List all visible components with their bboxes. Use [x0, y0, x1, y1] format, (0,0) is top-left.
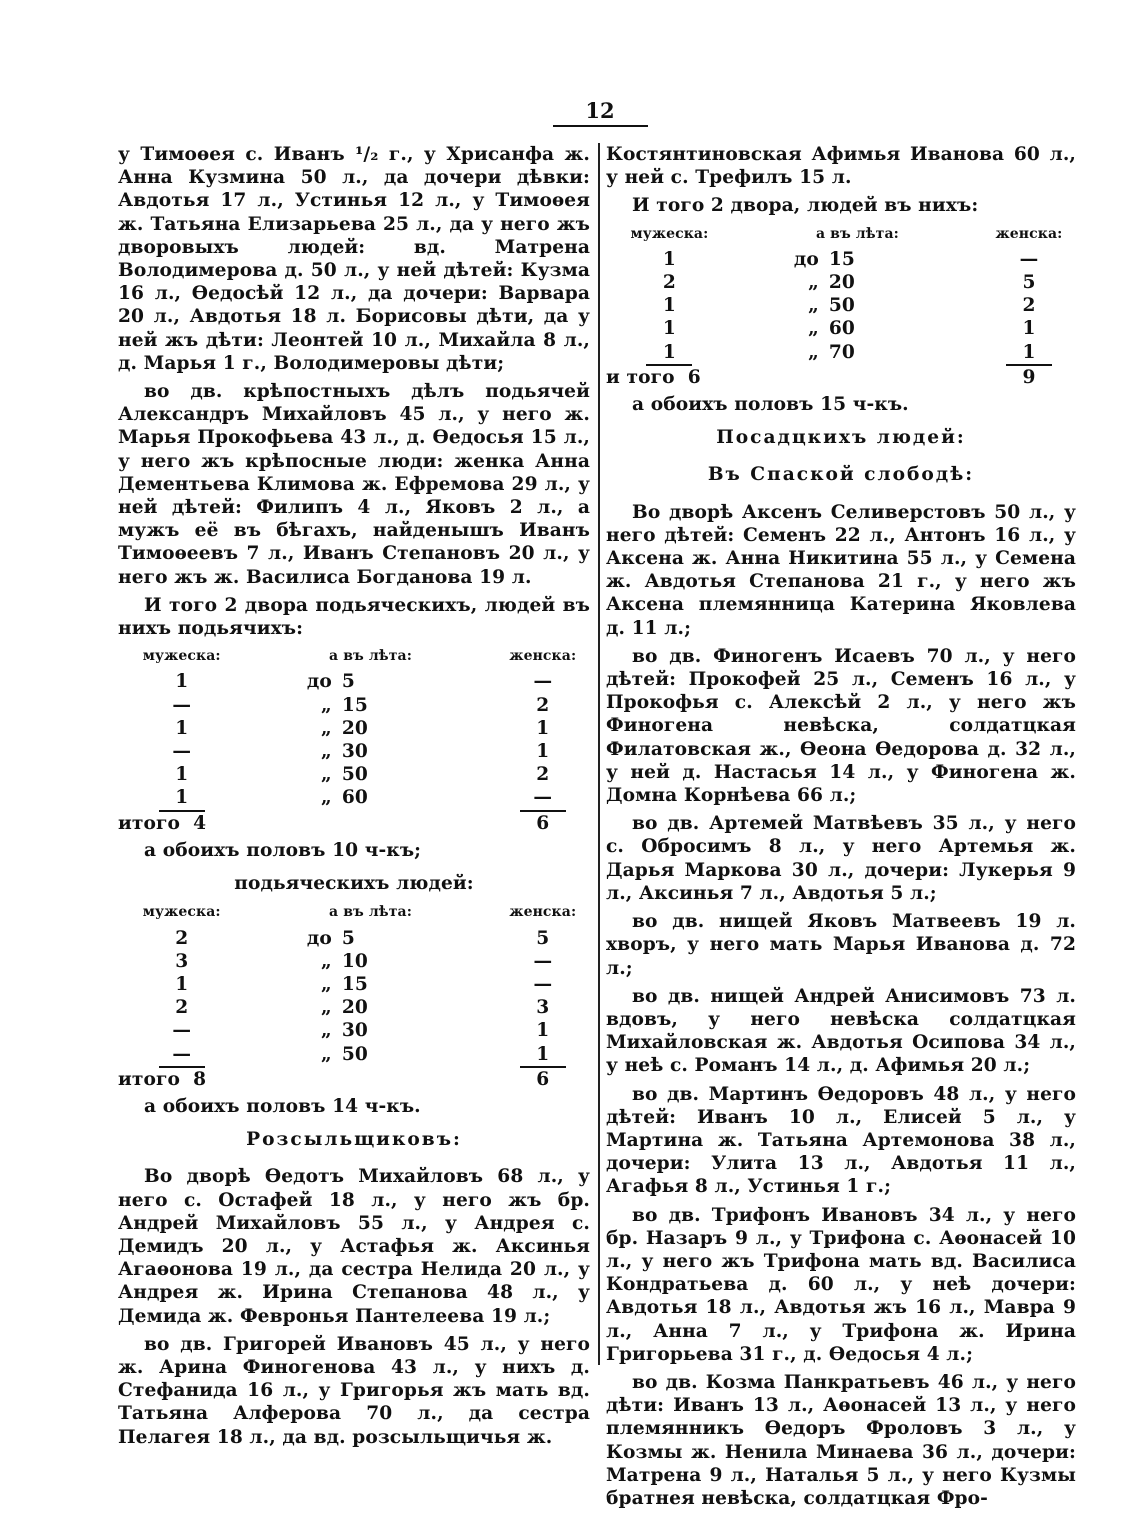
tally-row	[606, 271, 1076, 294]
age-value: 20	[341, 717, 368, 739]
total-label: и того	[606, 366, 675, 388]
age-value: 5	[341, 671, 355, 693]
male-count: —	[172, 1020, 192, 1042]
total-row	[606, 366, 1076, 389]
column-divider	[598, 143, 600, 1365]
female-count: 5	[1022, 272, 1036, 294]
paragraph: во дв. крѣпостныхъ дѣлъ подьячей Александръ Михайловъ 45 л., у него ж. Марья Прокофьева 43 л., д. Ѳедосья 15 л., у него жъ крѣпосные люди: женка Анна Дементьева Климова ж. Ефремова 29 л., у ней дѣтей: Филипъ 4 л., Яковъ 2 л., а мужъ eё въ бѣгахъ, найденышъ Иванъ Тимоѳеевъ 7 л., Иванъ Степановъ 20 л., у него жъ ж. Василиса Богданова 19 л.	[118, 381, 590, 588]
section-subheading: подьяческихъ людей:	[234, 873, 474, 895]
age-prefix: „	[321, 973, 332, 995]
tally-row	[606, 248, 1076, 271]
paragraph: Во дворѣ Ѳедотъ Михайловъ 68 л., у него с. Остафей 18 л., у него жъ бр. Андрей Михайловъ 55 л., у Андрея с. Демидъ 20 л., у Астафья ж. Аксинья Агаѳонова 19 л., да сестра Нелида 20 л., у Андрея ж. Ирина Степанова 48 л., у Демида ж. Февронья Пантелеева 19 л.;	[118, 1166, 590, 1327]
age-value: 15	[341, 694, 368, 716]
paragraph: во дв. Григорей Ивановъ 45 л., у него ж. Арина Финогенова 43 л., у нихъ д. Стефанида 16 л., у Григорья жъ мать вд. Татьяна Алферова 70 л., да сестра Пелагея 18 л., да вд. розсыльщичья ж.	[118, 1333, 590, 1448]
age-value: 50	[828, 295, 855, 317]
female-count: 2	[536, 694, 550, 716]
age-value: 10	[341, 950, 368, 972]
age-prefix: „	[321, 997, 332, 1019]
male-count: 1	[175, 973, 189, 995]
female-count: 1	[536, 741, 550, 763]
tally-row	[606, 341, 1076, 366]
age-prefix: „	[321, 694, 332, 716]
male-count: —	[172, 694, 192, 716]
tally-table	[606, 223, 1076, 389]
male-count: 2	[175, 997, 189, 1019]
female-count: 5	[536, 927, 550, 949]
paragraph: во дв. Мартинъ Ѳедоровъ 48 л., у него дѣтей: Иванъ 10 л., Елисей 5 л., у Мартина ж. Татьяна Артемонова 38 л., дочери: Улита 13 л., Авдотья 11 л., Агафья 8 л., Устинья 1 г.;	[606, 1083, 1076, 1198]
age-prefix: „	[321, 950, 332, 972]
age-prefix: „	[321, 1043, 332, 1065]
tally-row	[118, 927, 590, 950]
total-male: 4	[193, 812, 207, 834]
age-prefix: „	[321, 1020, 332, 1042]
female-count: —	[533, 973, 553, 995]
paragraph: Костянтиновская Афимья Иванова 60 л., у ней с. Трефилъ 15 л.	[606, 144, 1076, 189]
paragraph: во дв. Козма Панкратьевъ 46 л., у него дѣти: Иванъ 13 л., Аѳонасей 13 л., у него племянникъ Ѳедоръ Фроловъ 3 л., у Козмы ж. Ненила Минаева 36 л., дочери: Матрена 9 л., Наталья 5 л., у него Кузмы братнея невѣска, солдатцкая Фро-	[606, 1371, 1076, 1509]
total-label: итого	[118, 812, 181, 834]
total-male: 6	[687, 366, 701, 388]
age-prefix: „	[808, 295, 819, 317]
paragraph: во дв. нищей Яковъ Матвеевъ 19 л. хворъ, у него мать Марья Иванова д. 72 л.;	[606, 911, 1076, 979]
header-female: женска:	[509, 648, 577, 665]
age-value: 15	[341, 973, 368, 995]
tally-row	[118, 740, 590, 763]
age-value: 60	[341, 787, 368, 809]
right-column	[606, 143, 1076, 1515]
age-prefix: „	[321, 717, 332, 739]
age-prefix: до	[306, 671, 332, 693]
header-age: а въ лѣта:	[815, 225, 899, 242]
total-row	[118, 1068, 590, 1091]
tally-row	[118, 763, 590, 786]
male-count: —	[159, 1043, 205, 1068]
tally-row	[118, 694, 590, 717]
header-female: женска:	[509, 904, 577, 921]
header-age: а въ лѣта:	[329, 904, 412, 921]
male-count: 1	[662, 318, 676, 340]
age-prefix: „	[808, 341, 819, 363]
section-heading: Посадцкихъ людей:	[716, 427, 966, 449]
tally-row	[118, 717, 590, 740]
paragraph: во дв. Трифонъ Ивановъ 34 л., у него бр. Назаръ 9 л., у Трифона с. Аѳонасей 10 л., у него жъ Трифона мать вд. Василиса Кондратьева д. 60 л., у неѣ дочери: Авдотья 18 л., Авдотья жъ 16 л., Мавра 9 л., Анна 7 л., у Трифона ж. Ирина Григорьева 31 г., д. Ѳедосья 4 л.;	[606, 1204, 1076, 1365]
female-count: 1	[1022, 318, 1036, 340]
age-value: 5	[341, 927, 355, 949]
tally-summary: а обоихъ половъ 14 ч-къ.	[144, 1095, 421, 1117]
male-count: 1	[175, 671, 189, 693]
tally-row	[118, 1019, 590, 1042]
age-prefix: „	[321, 764, 332, 786]
male-count: 3	[175, 950, 189, 972]
header-male: мужеска:	[142, 904, 221, 921]
female-count: 2	[536, 764, 550, 786]
total-female: 9	[1022, 366, 1036, 388]
male-count: —	[172, 741, 192, 763]
section-heading: Розсыльщиковъ:	[246, 1129, 462, 1151]
paragraph: И того 2 двора подьяческихъ, людей въ нихъ подьячихъ:	[118, 594, 590, 640]
total-row	[118, 812, 590, 835]
age-value: 30	[341, 1020, 368, 1042]
male-count: 1	[646, 341, 692, 366]
male-count: 2	[175, 927, 189, 949]
age-value: 50	[341, 1043, 368, 1065]
paragraph: во дв. нищей Андрей Анисимовъ 73 л. вдовъ, у него невѣска солдатцкая Михайловская ж. Авдотья Осипова 34 л., у неѣ с. Романъ 14 л., д. Афимья 20 л.;	[606, 985, 1076, 1077]
male-count: 1	[662, 295, 676, 317]
page-number-rule	[553, 125, 648, 127]
female-count: —	[533, 671, 553, 693]
header-male: мужеска:	[142, 648, 221, 665]
age-value: 20	[341, 997, 368, 1019]
section-subheading: Въ Спаской слободѣ:	[707, 464, 975, 486]
paragraph: во дв. Артемей Матвѣевъ 35 л., у него с. Обросимъ 8 л., у него Артемья ж. Дарья Маркова 30 л., дочери: Лукерья 9 л., Аксинья 7 л., Авдотья 5 л.;	[606, 813, 1076, 904]
total-female: 6	[536, 812, 550, 834]
page-number: 12	[585, 98, 615, 123]
male-count: 1	[159, 786, 205, 811]
tally-summary: а обоихъ половъ 10 ч-къ;	[144, 839, 422, 861]
male-count: 1	[175, 764, 189, 786]
age-prefix: „	[808, 318, 819, 340]
left-column	[118, 143, 590, 1454]
age-prefix: „	[321, 741, 332, 763]
age-value: 30	[341, 741, 368, 763]
age-value: 15	[828, 248, 855, 270]
tally-row	[118, 1043, 590, 1068]
age-value: 60	[828, 318, 855, 340]
male-count: 1	[662, 248, 676, 270]
age-prefix: „	[808, 272, 819, 294]
paragraph: у Тимоѳея с. Иванъ ¹/₂ г., у Хрисанфа ж. Анна Кузмина 50 л., да дочери дѣвки: Авдотья 17 л., Устинья 12 л., у Тимоѳея ж. Татьяна Елизарьева 25 л., да у него жъ дворовыхъ людей: вд. Матрена Володимерова д. 50 л., у ней дѣтей: Кузма 16 л., Ѳедосѣй 12 л., да дочери: Варвара 20 л., Авдотья 18 л. Борисовы дѣти, да у ней жъ дѣти: Леонтей 10 л., Михайла 8 л., д. Марья 1 г., Володимеровы дѣти;	[118, 144, 590, 374]
tally-row	[118, 786, 590, 811]
header-age: а въ лѣта:	[329, 648, 412, 665]
female-count: 1	[520, 1043, 566, 1068]
age-value: 70	[828, 341, 855, 363]
header-female: женска:	[995, 225, 1063, 242]
age-prefix: „	[321, 787, 332, 809]
total-female: 6	[536, 1068, 550, 1090]
paragraph: во дв. Финогенъ Исаевъ 70 л., у него дѣтей: Прокофей 25 л., Семенъ 16 л., у Прокофья с. Алексѣй 2 л., у него жъ Финогена невѣска, солдатцкая Филатовская ж., Ѳеона Ѳедорова д. 32 л., у ней д. Настасья 14 л., у Финогена ж. Домна Корнѣева 66 л.;	[606, 645, 1076, 807]
tally-row	[606, 317, 1076, 340]
tally-table	[118, 645, 590, 835]
paragraph: Во дворѣ Аксенъ Селиверстовъ 50 л., у него дѣтей: Семенъ 22 л., Антонъ 16 л., у Аксена ж. Анна Никитина 55 л., у Семена ж. Авдотья Степанова 21 г., у него жъ Аксена племянница Катерина Яковлева д. 11 л.;	[606, 501, 1076, 639]
male-count: 2	[662, 272, 676, 294]
total-label: итого	[118, 1068, 181, 1090]
female-count: —	[1019, 248, 1039, 270]
header-male: мужеска:	[630, 225, 709, 242]
female-count: 1	[536, 1020, 550, 1042]
age-value: 50	[341, 764, 368, 786]
age-prefix: до	[793, 248, 819, 270]
female-count: 3	[536, 997, 550, 1019]
tally-row	[118, 996, 590, 1019]
tally-row	[606, 294, 1076, 317]
tally-row	[118, 950, 590, 973]
tally-row	[118, 973, 590, 996]
male-count: 1	[175, 717, 189, 739]
tally-summary: а обоихъ половъ 15 ч-къ.	[632, 394, 909, 416]
female-count: 1	[536, 717, 550, 739]
tally-table	[118, 901, 590, 1091]
age-value: 20	[828, 272, 855, 294]
female-count: 1	[1006, 341, 1052, 366]
female-count: —	[533, 950, 553, 972]
paragraph: И того 2 двора, людей въ нихъ:	[632, 195, 979, 217]
total-male: 8	[193, 1068, 207, 1090]
female-count: —	[520, 786, 566, 811]
tally-row	[118, 670, 590, 693]
female-count: 2	[1022, 295, 1036, 317]
age-prefix: до	[306, 927, 332, 949]
